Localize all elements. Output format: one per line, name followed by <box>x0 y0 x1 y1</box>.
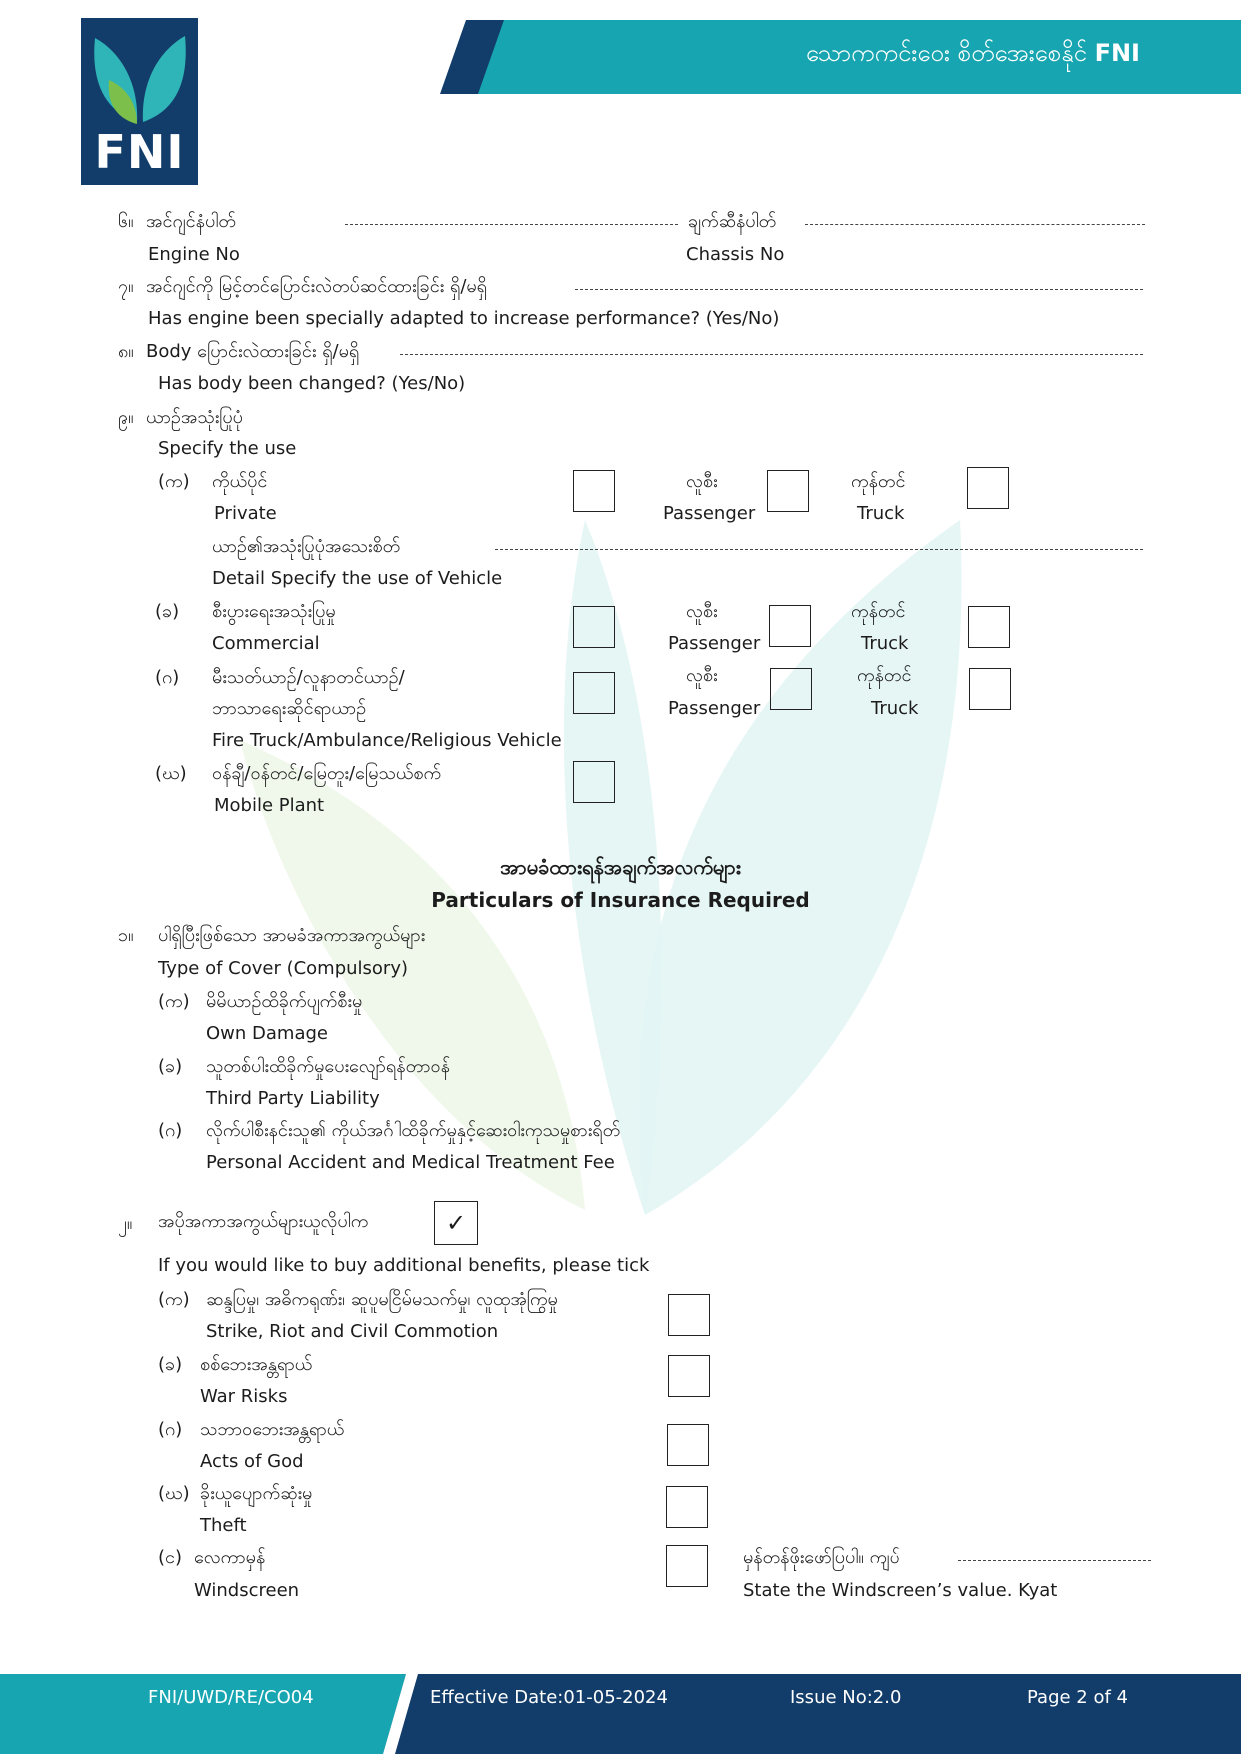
additional-benefits-checkbox[interactable] <box>434 1201 478 1245</box>
cover-a-label-my: မိမိယာဉ်ထိခိုက်ပျက်စီးမှု <box>206 991 363 1012</box>
q8-label-my: Body ပြောင်းလဲထားခြင်း ရှိ/မရှိ <box>146 341 360 362</box>
ins-q2-label-en: If you would like to buy additional benefits, please tick <box>158 1255 650 1276</box>
benefit-e-label-en: Windscreen <box>194 1580 300 1601</box>
passenger-label-my: လူစီး <box>686 471 718 492</box>
detail-label-en: Detail Specify the use of Vehicle <box>212 568 503 589</box>
footer-issue-no: Issue No:2.0 <box>790 1687 902 1708</box>
commercial-truck-checkbox[interactable] <box>968 606 1010 648</box>
benefit-d-label-en: Theft <box>200 1515 247 1536</box>
insurance-heading-en: Particulars of Insurance Required <box>431 888 810 912</box>
mobile-plant-checkbox[interactable] <box>573 761 615 803</box>
acts-of-god-checkbox[interactable] <box>667 1424 709 1466</box>
ins-q1-number: ၁။ <box>118 925 134 946</box>
footer-page-number: Page 2 of 4 <box>1027 1687 1128 1708</box>
benefit-c-label-my: သဘာဝဘေးအန္တရာယ် <box>200 1419 345 1440</box>
q7-label-en: Has engine been specially adapted to increase performance? (Yes/No) <box>148 308 780 329</box>
q6-chassis-label-en: Chassis No <box>686 244 785 265</box>
commercial-passenger-checkbox[interactable] <box>769 605 811 647</box>
special-truck-checkbox[interactable] <box>969 668 1011 710</box>
q6-engine-label-en: Engine No <box>148 244 240 265</box>
footer-doc-code: FNI/UWD/RE/CO04 <box>148 1687 314 1708</box>
q9a-marker: (က) <box>158 471 190 492</box>
private-checkbox[interactable] <box>573 470 615 512</box>
benefit-b-label-en: War Risks <box>200 1386 288 1407</box>
windscreen-checkbox[interactable] <box>666 1545 708 1587</box>
q9c-label-en: Fire Truck/Ambulance/Religious Vehicle <box>212 730 562 751</box>
q9d-marker: (ဃ) <box>155 763 187 784</box>
windscreen-value-label-en: State the Windscreen’s value. Kyat <box>743 1580 1058 1601</box>
header-tagline: သောကကင်းဝေး စိတ်အေးစေနိုင် <box>805 39 1087 67</box>
ins-q1-label-my: ပါရှိပြီးဖြစ်သော အာမခံအကာအကွယ်များ <box>158 925 426 946</box>
commercial-passenger-label-my: လူစီး <box>686 601 718 622</box>
special-vehicle-checkbox[interactable] <box>573 672 615 714</box>
q7-answer-field[interactable] <box>575 289 1143 290</box>
q9b-marker: (ခ) <box>155 601 180 622</box>
q6-engine-label-my: အင်ဂျင်နံပါတ် <box>146 211 236 232</box>
leaf-logo-icon <box>81 18 198 128</box>
theft-checkbox[interactable] <box>666 1486 708 1528</box>
q8-label-en: Has body been changed? (Yes/No) <box>158 373 466 394</box>
special-passenger-label-my: လူစီး <box>686 665 718 686</box>
ins-q2-label-my: အပိုအကာအကွယ်များယူလိုပါက <box>158 1211 369 1232</box>
q9a-label-en: Private <box>214 503 277 524</box>
q9-label-my: ယာဉ်အသုံးပြုပုံ <box>146 407 243 428</box>
benefit-d-marker: (ဃ) <box>158 1483 190 1504</box>
engine-no-field[interactable] <box>345 224 678 225</box>
logo-text: FNI <box>94 125 185 179</box>
benefit-b-label-my: စစ်ဘေးအန္တရာယ် <box>200 1354 313 1375</box>
cover-c-label-my: လိုက်ပါစီးနင်းသူ၏ ကိုယ်အင်္ဂါထိခိုက်မှုနှင့်ဆေးဝါးကုသမှုစားရိတ် <box>206 1120 621 1141</box>
benefit-e-marker: (င) <box>158 1547 183 1568</box>
windscreen-value-field[interactable] <box>958 1560 1151 1561</box>
benefit-c-label-en: Acts of God <box>200 1451 304 1472</box>
q9a-label-my: ကိုယ်ပိုင် <box>212 471 268 492</box>
commercial-passenger-label-en: Passenger <box>668 633 761 654</box>
benefit-a-label-en: Strike, Riot and Civil Commotion <box>206 1321 499 1342</box>
windscreen-value-label-my: မှန်တန်ဖိုးဖော်ပြပါ။ ကျပ် <box>743 1547 900 1568</box>
cover-a-marker: (က) <box>158 991 190 1012</box>
ins-q2-number: ၂။ <box>118 1213 133 1234</box>
benefit-d-label-my: ခိုးယူပျောက်ဆုံးမှု <box>200 1483 313 1504</box>
detail-label-my: ယာဉ်၏အသုံးပြုပုံအသေးစိတ် <box>212 536 401 557</box>
private-truck-checkbox[interactable] <box>967 467 1009 509</box>
insurance-heading-my: အာမခံထားရန်အချက်အလက်များ <box>500 855 741 879</box>
q6-chassis-label-my: ချက်ဆီနံပါတ် <box>688 211 777 232</box>
cover-b-label-en: Third Party Liability <box>206 1088 380 1109</box>
strike-riot-checkbox[interactable] <box>668 1294 710 1336</box>
q6-number: ၆။ <box>118 211 134 232</box>
cover-a-label-en: Own Damage <box>206 1023 328 1044</box>
q9c-label-my-2: ဘာသာရေးဆိုင်ရာယာဉ် <box>212 698 367 719</box>
special-truck-label-my: ကုန်တင် <box>857 665 912 686</box>
q9-number: ၉။ <box>118 407 134 428</box>
q8-number: ၈။ <box>118 341 134 362</box>
special-truck-label-en: Truck <box>871 698 919 719</box>
cover-c-label-en: Personal Accident and Medical Treatment Fee <box>206 1152 615 1173</box>
benefit-e-label-my: လေကာမှန် <box>194 1547 266 1568</box>
benefit-a-marker: (က) <box>158 1289 190 1310</box>
fni-logo <box>81 18 198 185</box>
special-passenger-checkbox[interactable] <box>770 668 812 710</box>
private-passenger-checkbox[interactable] <box>767 470 809 512</box>
footer-effective-date: Effective Date:01-05-2024 <box>430 1687 668 1708</box>
special-passenger-label-en: Passenger <box>668 698 761 719</box>
q7-label-my: အင်ဂျင်ကို မြင့်တင်ပြောင်းလဲတပ်ဆင်ထားခြင်း ရှိ/မရှိ <box>146 276 487 297</box>
q7-number: ၇။ <box>118 276 134 297</box>
passenger-label-en: Passenger <box>663 503 756 524</box>
benefit-a-label-my: ဆန္ဒပြမှု၊ အဓိကရုဏ်း၊ ဆူပူမငြိမ်မသက်မှု၊ လူထုအုံကြွမှု <box>206 1289 558 1310</box>
chassis-no-field[interactable] <box>805 224 1145 225</box>
q8-answer-field[interactable] <box>400 354 1143 355</box>
benefit-c-marker: (ဂ) <box>158 1419 183 1440</box>
cover-b-marker: (ခ) <box>158 1056 183 1077</box>
q9d-label-my: ဝန်ချီ/ဝန်တင်/မြေတူး/မြေသယ်စက် <box>212 763 442 784</box>
q9b-label-en: Commercial <box>212 633 320 654</box>
ins-q1-label-en: Type of Cover (Compulsory) <box>158 958 409 979</box>
header-title <box>700 36 1140 70</box>
cover-c-marker: (ဂ) <box>158 1120 183 1141</box>
commercial-checkbox[interactable] <box>573 606 615 648</box>
detail-use-field[interactable] <box>495 549 1143 550</box>
cover-b-label-my: သူတစ်ပါးထိခိုက်မှုပေးလျော်ရန်တာဝန် <box>206 1056 450 1077</box>
q9d-label-en: Mobile Plant <box>214 795 325 816</box>
header-brand: FNI <box>1094 39 1140 67</box>
truck-label-my: ကုန်တင် <box>851 471 906 492</box>
commercial-truck-label-en: Truck <box>861 633 909 654</box>
benefit-b-marker: (ခ) <box>158 1354 183 1375</box>
q9c-label-my: မီးသတ်ယာဉ်/လူနာတင်ယာဉ်/ <box>212 667 405 688</box>
q9c-marker: (ဂ) <box>155 667 180 688</box>
tick-mark: ✓ <box>445 1209 467 1237</box>
war-risks-checkbox[interactable] <box>668 1355 710 1397</box>
commercial-truck-label-my: ကုန်တင် <box>851 601 906 622</box>
q9-label-en: Specify the use <box>158 438 297 459</box>
q9b-label-my: စီးပွားရေးအသုံးပြုမှု <box>212 601 336 622</box>
truck-label-en: Truck <box>857 503 905 524</box>
